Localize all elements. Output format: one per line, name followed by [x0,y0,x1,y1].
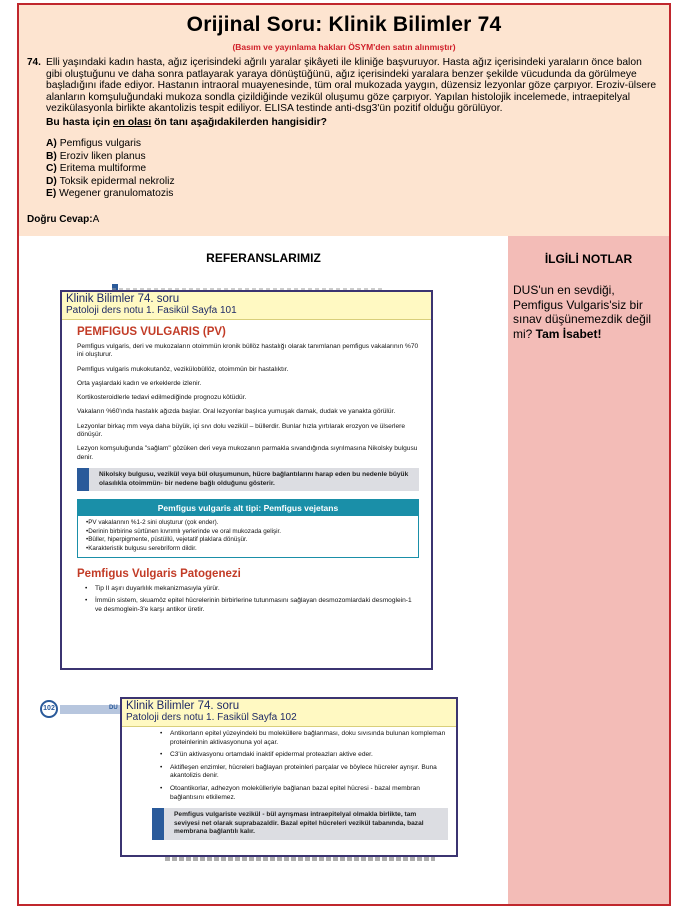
doc-header-title: Klinik Bilimler 74. soru [66,293,180,305]
option-text: Eroziv liken planus [59,150,146,162]
question-number: 74. [27,57,41,68]
option-letter: A) [46,138,57,149]
paragraph: Pemfigus vulgaris, deri ve mukozaların otoimmün kronik büllöz hastalığı olarak tanımlanan pemfigus vakalarının %70 ini oluşturur. [77,343,419,359]
question-prompt [46,117,658,128]
question-box [19,5,669,236]
prompt-before: Bu hasta için [46,117,113,128]
question-text: Elli yaşındaki kadın hasta, ağız içerisindeki ağrılı yaralar şikâyeti ile kliniğe başvuruyor. Hasta ağız içerisindeki yaraların önce balon gibi oluştuğunu ve daha sonra patlayarak yaraya dönüştüğünü, ağız içerisindeki yaralara benzer şekilde vücudunda da görülmeye başladığını ifade ediyor. Hastanın intraoral muayenesinde, tüm oral mukozada yaygın, düzensiz lezyonlar göze çarpıyor. Eroziv-ülsere alanların komşuluğundaki mukoza sondla çizildiğinde vezikül oluşumu göze çarpıyor. Yapılan histolojik incelemede, intraepitelyal vezikülasyonla birlikte akantolizis tespit ediliyor. ELISA testinde anti-dsg3'ün pozitif olduğu görülüyor. [46,57,657,115]
suprabasal-note: Pemfigus vulgariste vezikül - bül ayrışması intraepitelyal olmakla birlikte, tam seviyesi net olarak suprabazaldir. Bazal epitel hücreleri vezikül tabanında, bazal membrana bağlantılı kalır. [152,808,448,840]
prompt-underlined: en olası [112,117,152,128]
bullet-item: • Tip II aşırı duyarlılık mekanizmasıyla yürür. [77,585,419,594]
option-text: Eritema multiforme [59,163,147,175]
subtype-title: Pemfigus vulgaris alt tipi: Pemfigus vejetans [78,500,418,516]
notes-highlight: Tam İsabet! [535,326,602,341]
doc-header-source: Patoloji ders notu 1. Fasikül Sayfa 101 [66,305,237,316]
doc-header-source: Patoloji ders notu 1. Fasikül Sayfa 102 [126,712,297,723]
doc-header [122,699,456,727]
nikolsky-note: Nikolsky bulgusu, vezikül veya bül oluşumunun, hücre bağlantılarını harap eden bu nedenle büyük olasılıkla otoimmün- bir nedene bağlı olduğunu gösterir. [77,468,419,491]
bullet-item: • İmmün sistem, skuamöz epitel hücrelerinin birbirlerine tutunmasını sağlayan desmozomlardaki desmoglein-1 ve desmoglein-3'e karşı antikor üretir. [77,597,419,614]
doc-header [62,292,431,320]
answer-label: Doğru Cevap: [27,214,93,225]
prompt-after: ön tanı aşağıdakilerden hangisidir? [151,117,327,128]
subtype-item: • Derinin birbirine sürtünen kıvrımlı yerlerinde ve oral mukozada gelişir. [86,528,412,537]
bullet-item: • Antikorların epitel yüzeyindeki bu moleküllere bağlanması, doku sıvısında bulunan kompleman proteinlerinin aktivasyonuna yol açar. [152,730,448,747]
section-title: Pemfigus Vulgaris Patogenezi [77,567,241,580]
reference-page-102 [120,697,458,857]
option-a [46,138,175,151]
notes-text [513,283,666,341]
peek-text-line [165,857,435,861]
page-number-badge: 102 [40,700,58,718]
subtype-item: • PV vakalarının %1-2 sini oluşturur (çok ender). [86,519,412,528]
answer-options [46,138,175,201]
subtype-item: • Karakteristik bulgusu serebriform dildir. [86,545,412,554]
notes-title: İLGİLİ NOTLAR [544,252,633,266]
option-letter: D) [46,175,57,187]
option-b [46,151,175,164]
section-title: PEMFIGUS VULGARIS (PV) [77,326,226,338]
paragraph: Vakaların %60'ında hastalık ağızda başlar. Oral lezyonlar başlıca yumuşak damak, dudak ve yanakta görülür. [77,408,396,416]
option-e [46,188,175,201]
copyright-notice: (Basım ve yayınlama hakları ÖSYM'den satın alınmıştır) [232,42,456,52]
subtype-box [77,499,419,557]
bullet-item: • Aktifleşen enzimler, hücreleri bağlayan proteinleri parçalar ve böylece hücreler ayrışır. Buna akantolizis denir. [152,764,448,781]
page-title: Orijinal Soru: Klinik Bilimler 74 [186,13,502,36]
doc-body [62,320,431,618]
page-band-label: DU [109,705,118,711]
paragraph: Lezyonlar birkaç mm veya daha büyük, içi sıvı dolu vezikül – büllerdir. Bunlar hızla yırtılarak erozyon ve ülserlere dönüşür. [77,422,406,439]
option-text: Toksik epidermal nekroliz [59,175,175,187]
subtype-list [78,516,418,556]
bullet-item: • Otoantikorlar, adhezyon molekülleriyle bağlanan bazal epitel hücresi - bazal membran bağlantısını etkilemez. [152,785,448,802]
correct-answer [27,214,99,225]
paragraph: Kortikosteroidlerle tedavi edilmediğinde prognozu kötüdür. [77,394,247,402]
paragraph: Lezyon komşuluğunda "sağlam" gözüken deri veya mukozanın parmakla sıvandığında sıyrılmasına Nikolsky bulgusu denir. [77,445,418,461]
option-letter: E) [46,188,57,200]
notes-panel [508,236,669,906]
paragraph: Orta yaşlardaki kadın ve erkeklerde izlenir. [77,379,202,387]
doc-header-title: Klinik Bilimler 74. soru [126,700,240,712]
option-letter: C) [46,163,57,175]
notes-body: DUS'un en sevdiği, Pemfigus Vulgaris'siz bir sınav düşünemezdik değil mi? [513,283,652,341]
doc-body [122,727,456,848]
option-c [46,163,175,176]
references-title: REFERANSLARIMIZ [206,251,321,265]
option-text: Pemfigus vulgaris [59,138,142,149]
answer-value: A [92,214,100,225]
bullet-item: • C3'ün aktivasyonu ortamdaki inaktif epidermal proteazları aktive eder. [152,751,448,760]
option-d [46,176,175,189]
option-text: Wegener granulomatozis [59,188,174,200]
reference-page-101 [60,290,433,670]
option-letter: B) [46,150,57,162]
subtype-item: • Büller, hiperpigmente, püstüllü, vejetatif plaklara dönüşür. [86,536,412,545]
paragraph: Pemfigus vulgaris mukokutanöz, vezikülobüllöz, otoimmün bir hastalıktır. [77,365,289,373]
